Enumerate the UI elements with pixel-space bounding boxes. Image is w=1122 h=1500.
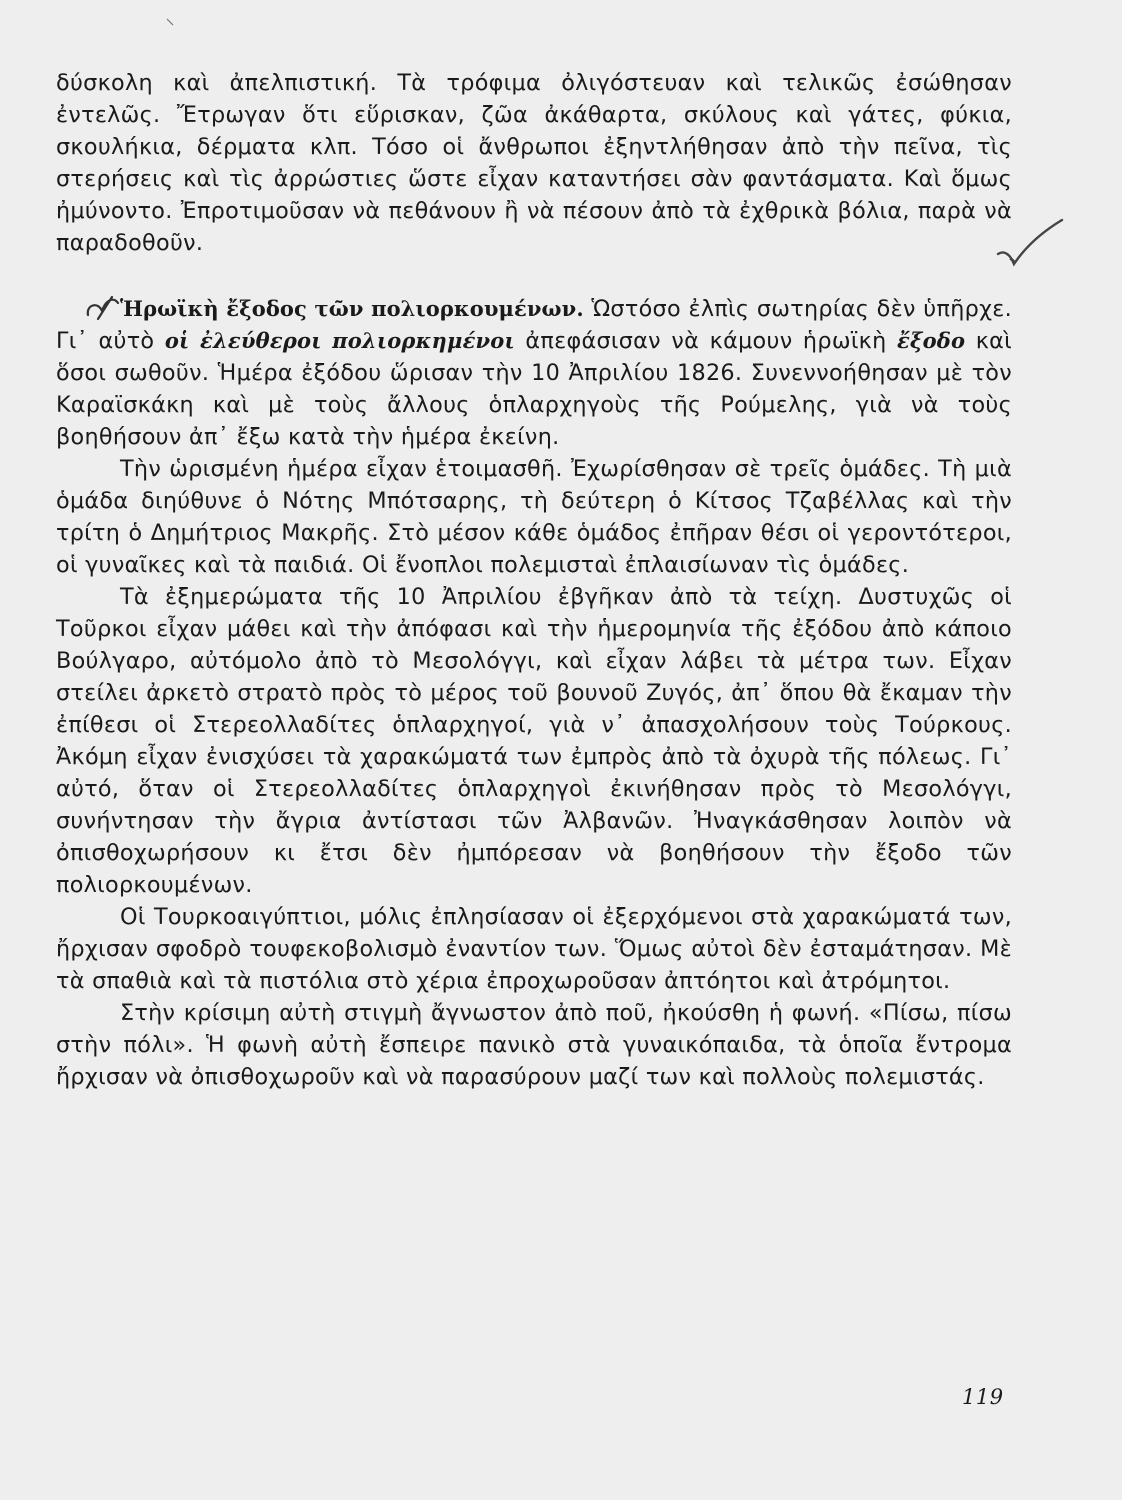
page-fleck [166,18,174,26]
paragraph-voice: Στὴν κρίσιμη αὐτὴ στιγμὴ ἄγνωστον ἀπὸ ποῦ, ἠκούσθη ἡ φωνή. «Πίσω, πίσω στὴν πόλι». Ἡ φωνὴ αὐτὴ ἔσπειρε πανικὸ στὰ γυναικόπαιδα, τὰ ὁποῖα ἔντρομα ἤρχισαν νὰ ὀπισθοχωροῦν καὶ νὰ παρασύρουν μαζί των καὶ πολλοὺς πολεμιστάς. [56,1000,1012,1090]
emphasis-run: ἔξοδο [897,328,966,353]
section-text-run: καὶ ὅσοι σωθοῦν. Ἡμέρα ἐξόδου ὥρισαν τὴν 10 Ἀπριλίου 1826. Συνεννοήθησαν μὲ τὸν Καραϊσκάκη καὶ μὲ τοὺς ἄλλους ὁπλαρχηγοὺς τῆς Ρούμελης, γιὰ νὰ τοὺς βοηθήσουν ἀπ᾽ ἔξω κατὰ τὴν ἡμέρα ἐκείνη. [56,328,1012,450]
page-number: 119 [962,1385,1004,1409]
section-text-run: ἀπεφάσισαν νὰ κάμουν ἡρωϊκὴ [514,328,897,354]
paragraph-groups: Τὴν ὡρισμένη ἡμέρα εἶχαν ἑτοιμασθῆ. Ἐχωρίσθησαν σὲ τρεῖς ὁμάδες. Τὴ μιὰ ὁμάδα διηύθυνε ὁ Νότης Μπότσαρης, τὴ δεύτερη ὁ Κίτσος Τζαβέλλας καὶ τὴν τρίτη ὁ Δημήτριος Μακρῆς. Στὸ μέσον κάθε ὁμάδος ἐπῆραν θέσι οἱ γεροντότεροι, οἱ γυναῖκες καὶ τὰ παιδιά. Οἱ ἔνοπλοι πολεμισταὶ ἐπλαισίωναν τὶς ὁμάδες. [56,456,1012,578]
paragraph-dawn: Τὰ ἐξημερώματα τῆς 10 Ἀπριλίου ἐβγῆκαν ἀπὸ τὰ τείχη. Δυστυχῶς οἱ Τοῦρκοι εἶχαν μάθει καὶ τὴν ἀπόφασι καὶ τὴν ἡμερομηνία τῆς ἐξόδου ἀπὸ κάποιο Βούλγαρο, αὐτόμολο ἀπὸ τὸ Μεσολόγγι, καὶ εἶχαν λάβει τὰ μέτρα των. Εἶχαν στείλει ἀρκετὸ στρατὸ πρὸς τὸ μέρος τοῦ βουνοῦ Ζυγός, ἀπ᾽ ὅπου θὰ ἔκαμαν τὴν ἐπίθεσι οἱ Στερεολλαδίτες ὁπλαρχηγοί, γιὰ ν᾽ ἀπασχολήσουν τοὺς Τούρκους. Ἀκόμη εἶχαν ἐνισχύσει τὰ χαρακώματά των ἐμπρὸς ἀπὸ τὰ ὀχυρὰ τῆς πόλεως. Γι᾽ αὐτό, ὅταν οἱ Στερεολλαδίτες ὁπλαρχηγοὶ ἐκινήθησαν πρὸς τὸ Μεσολόγγι, συνήντησαν τὴν ἄγρια ἀντίστασι τῶν Ἀλβανῶν. Ἠναγκάσθησαν λοιπὸν νὰ ὀπισθοχωρήσουν κι ἔτσι δὲν ἠμπόρεσαν νὰ βοηθήσουν τὴν ἔξοδο τῶν πολιορκουμένων. [56,584,1012,898]
section-intro-paragraph [56,293,1012,453]
opening-paragraph: δύσκολη καὶ ἀπελπιστική. Τὰ τρόφιμα ὀλιγόστευαν καὶ τελικῶς ἐσώθησαν ἐντελῶς. Ἔτρωγαν ὅτι εὕρισκαν, ζῶα ἀκάθαρτα, σκύλους καὶ γάτες, φύκια, σκουλήκια, δέρματα κλπ. Τόσο οἱ ἄνθρωποι ἐξηντλήθησαν ἀπὸ τὴν πεῖνα, τὶς στερήσεις καὶ τὶς ἀρρώστιες ὥστε εἶχαν καταντήσει σὰν φαντάσματα. Καὶ ὅμως ἠμύνοντο. Ἐπροτιμοῦσαν νὰ πεθάνουν ἢ νὰ πέσουν ἀπὸ τὰ ἐχθρικὰ βόλια, παρὰ νὰ παραδοθοῦν. [56,70,1012,256]
paragraph-assault: Οἱ Τουρκοαιγύπτιοι, μόλις ἐπλησίασαν οἱ ἐξερχόμενοι στὰ χαρακώματά των, ἤρχισαν σφοδρὸ τουφεκοβολισμὸ ἐναντίον των. Ὅμως αὐτοὶ δὲν ἐσταμάτησαν. Μὲ τὰ σπαθιὰ καὶ τὰ πιστόλια στὸ χέρια ἐπροχωροῦσαν ἀπτόητοι καὶ ἀτρόμητοι. [56,904,1012,994]
section-text-run: Ὡστόσο ἐλπὶς σωτηρίας δὲν ὑπῆρχε. Γι᾽ αὐτὸ [56,296,1012,354]
section-block [56,293,1012,1093]
emphasis-run: οἱ ἐλεύθεροι πολιορκημένοι [164,328,515,353]
check-mark-icon [996,216,1066,272]
section-heading: Ἡρωϊκὴ ἔξοδος τῶν πολιορκουμένων. [120,296,584,321]
top-paragraph-block [56,67,1012,259]
